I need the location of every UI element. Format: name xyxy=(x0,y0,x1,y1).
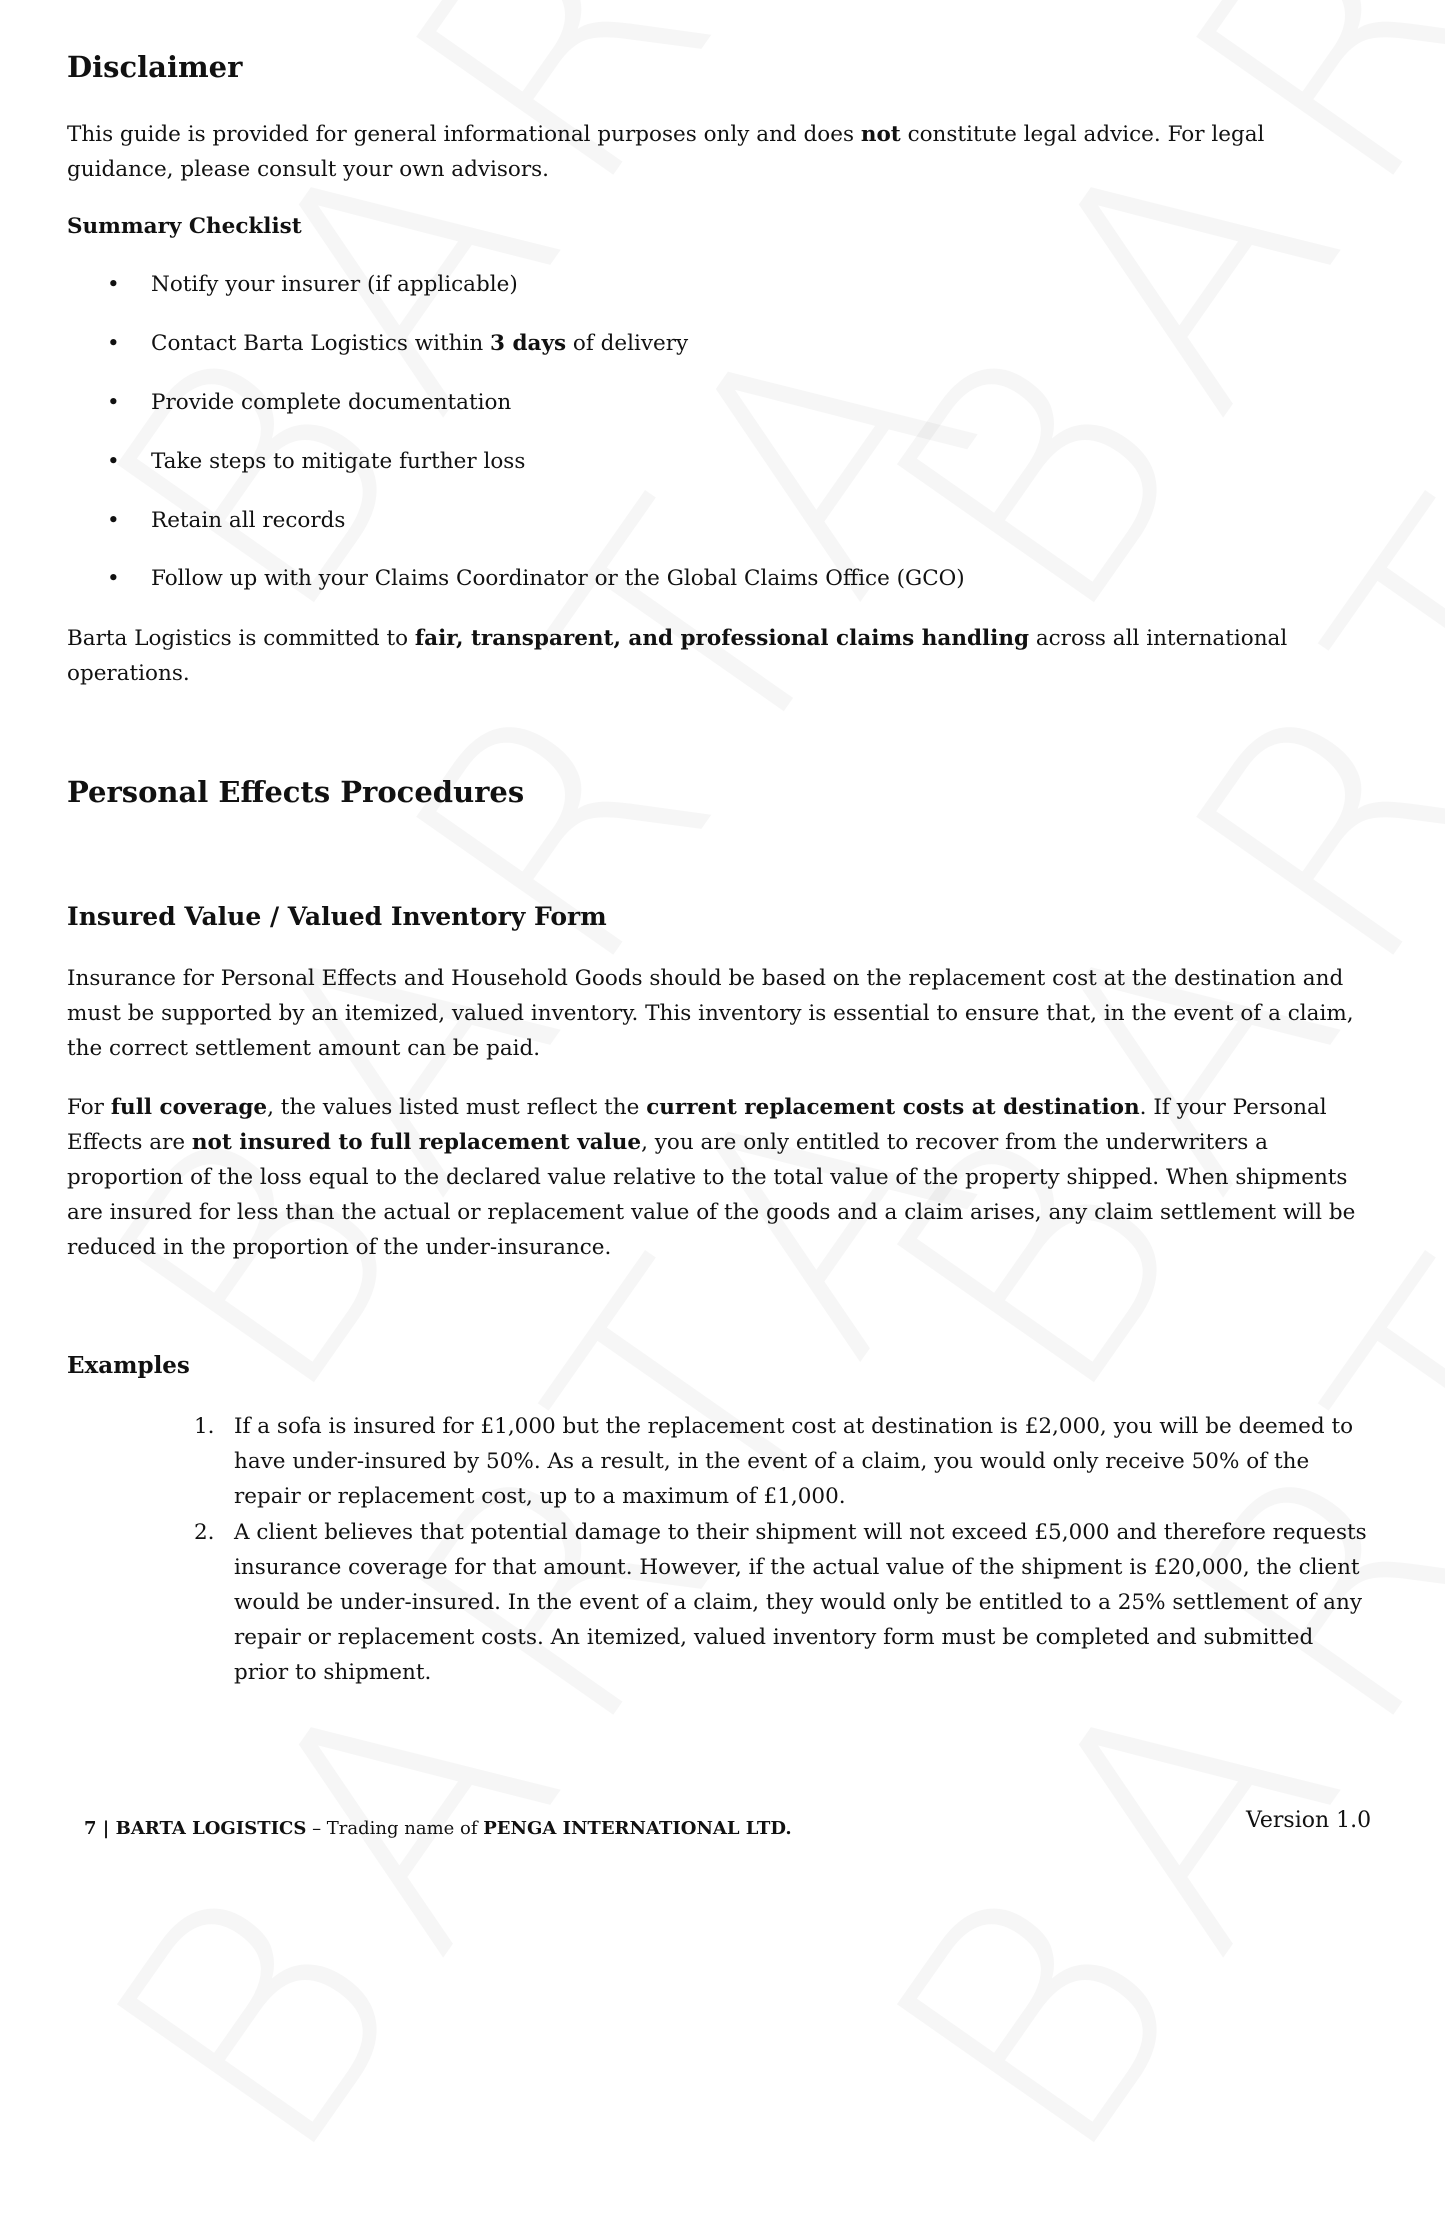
checklist-item-text xyxy=(151,390,511,415)
bullet-icon: • xyxy=(107,566,120,591)
bold-text: current replacement costs at destination xyxy=(646,1095,1140,1120)
insured-value-paragraph-1: Insurance for Personal Effects and Household Goods should be based on the replacement cost at the destination and must be supported by an itemized, valued inventory. This inventory is essential to ensure that, in the event of a claim, the correct settlement amount can be paid. xyxy=(67,966,1354,1061)
text-run: constitute legal advice. For legal guidance, please consult your own advisors. xyxy=(67,122,1265,182)
footer-version: Version 1.0 xyxy=(1246,1808,1372,1833)
text-run: This guide is provided for general informational purposes only and does xyxy=(67,122,861,147)
footer-separator: | xyxy=(96,1818,116,1839)
disclaimer-heading: Disclaimer xyxy=(67,50,243,84)
checklist-item-text xyxy=(151,272,518,297)
example-number: 1. xyxy=(194,1414,215,1439)
bold-text: 3 days xyxy=(490,331,567,356)
page-number: 7 xyxy=(84,1818,97,1839)
bullet-icon: • xyxy=(107,508,120,533)
text-run: Take steps to mitigate further loss xyxy=(151,449,526,474)
footer-text: – Trading name of xyxy=(306,1818,484,1839)
summary-checklist-heading: Summary Checklist xyxy=(67,214,302,239)
insured-value-heading: Insured Value / Valued Inventory Form xyxy=(67,902,607,931)
bold-text: not xyxy=(860,122,901,147)
checklist-item-text xyxy=(151,566,965,591)
bullet-icon: • xyxy=(107,390,120,415)
footer-parent-company: PENGA INTERNATIONAL LTD. xyxy=(483,1818,792,1839)
text-run: Contact Barta Logistics within xyxy=(151,331,491,356)
bold-text: full coverage xyxy=(110,1095,268,1120)
text-run: , the values listed must reflect the xyxy=(267,1095,647,1120)
bullet-icon: • xyxy=(107,272,120,297)
example-text: A client believes that potential damage to their shipment will not exceed £5,000 and therefore requests insurance coverage for that amount. However, if the actual value of the shipment is £20,000, the client would be under-insured. In the event of a claim, they would only be entitled to a 25% settlement of any repair or replacement costs. An itemized, valued inventory form must be completed and submitted prior to shipment. xyxy=(234,1520,1367,1685)
text-run: of delivery xyxy=(566,331,689,356)
text-run: Retain all records xyxy=(151,508,346,533)
bullet-icon: • xyxy=(107,449,120,474)
watermark-text xyxy=(820,217,1445,1460)
example-number: 2. xyxy=(194,1520,215,1545)
examples-heading: Examples xyxy=(67,1352,190,1379)
text-run: across all international operations. xyxy=(67,626,1288,686)
commitment-paragraph xyxy=(67,621,1367,691)
bold-text: not insured to full replacement value xyxy=(191,1130,642,1155)
personal-effects-heading: Personal Effects Procedures xyxy=(67,775,525,809)
checklist-item-text xyxy=(151,508,345,533)
example-text: If a sofa is insured for £1,000 but the replacement cost at destination is £2,000, you will be deemed to have under-insured by 50%. As a result, in the event of a claim, you would only receive 50% of the repair or replacement cost, up to a maximum of £1,000. xyxy=(234,1414,1354,1509)
checklist-item-text xyxy=(151,331,688,356)
footer-company-name: BARTA LOGISTICS xyxy=(115,1818,307,1839)
text-run: Notify your insurer (if applicable) xyxy=(151,272,518,297)
bullet-icon: • xyxy=(107,331,120,356)
text-run: Barta Logistics is committed to xyxy=(67,626,415,651)
text-run: , you are only entitled to recover from the underwriters a proportion of the loss equal to the declared value relative to the total value of the property shipped. When shipments are insured for less than the actual or replacement value of the goods and a claim arises, any claim settlement will be reduced in the proportion of the under-insurance. xyxy=(67,1130,1356,1260)
disclaimer-paragraph xyxy=(67,117,1367,187)
text-run: For xyxy=(67,1095,111,1120)
insured-value-paragraph-2 xyxy=(67,1090,1367,1265)
text-run: Provide complete documentation xyxy=(151,390,512,415)
footer-company xyxy=(84,1818,792,1839)
bold-text: fair, transparent, and professional claims handling xyxy=(414,626,1029,651)
checklist-item-text xyxy=(151,449,525,474)
text-run: Follow up with your Claims Coordinator or the Global Claims Office (GCO) xyxy=(151,566,965,591)
text-run: . If your Personal Effects are xyxy=(67,1095,1327,1155)
